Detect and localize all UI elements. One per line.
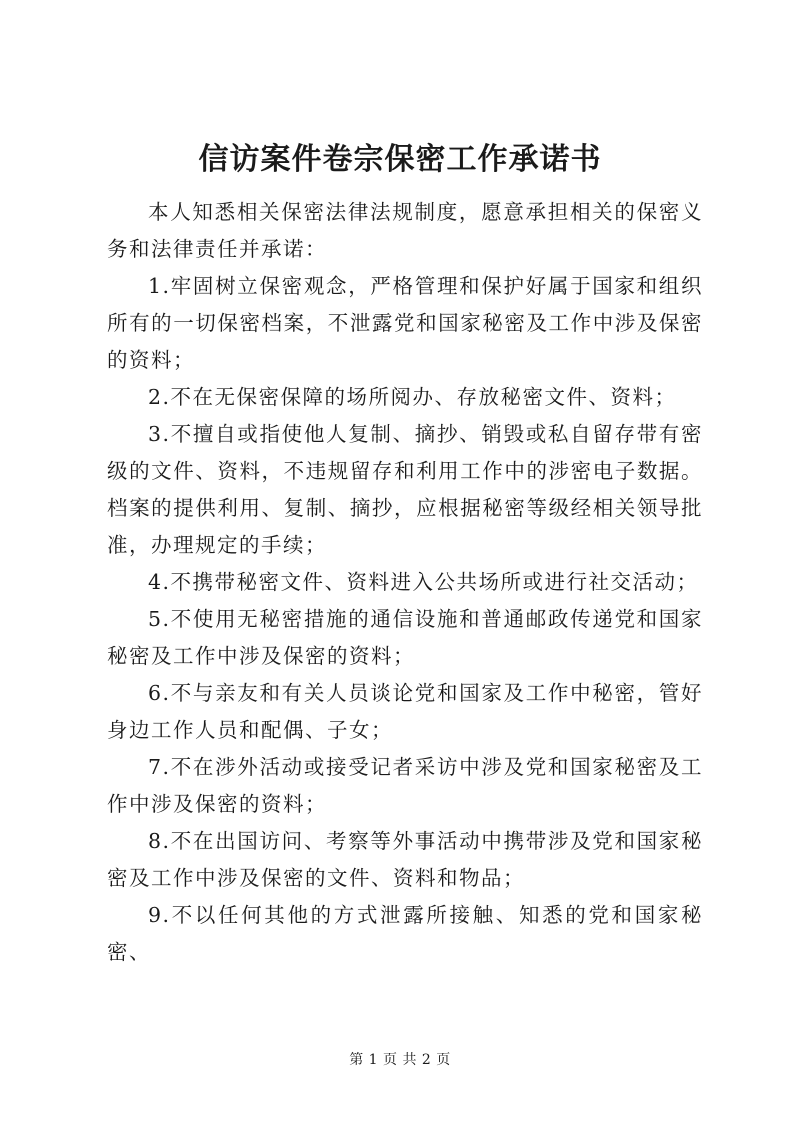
commitment-item-1: 1.牢固树立保密观念，严格管理和保护好属于国家和组织所有的一切保密档案，不泄露党和国家秘密及工作中涉及保密的资料； xyxy=(107,274,703,372)
commitment-item-8: 8.不在出国访问、考察等外事活动中携带涉及党和国家秘密及工作中涉及保密的文件、资料和物品； xyxy=(107,829,703,890)
page-footer xyxy=(0,1050,800,1070)
commitment-item-2: 2.不在无保密保障的场所阅办、存放秘密文件、资料； xyxy=(148,385,677,409)
commitment-item-3: 3.不擅自或指使他人复制、摘抄、销毁或私自留存带有密级的文件、资料，不违规留存和利用工作中的涉密电子数据。档案的提供利用、复制、摘抄，应根据秘密等级经相关领导批准，办理规定的手续； xyxy=(107,422,703,557)
commitment-item-6: 6.不与亲友和有关人员谈论党和国家及工作中秘密，管好身边工作人员和配偶、子女； xyxy=(107,681,703,742)
commitment-item-5: 5.不使用无秘密措施的通信设施和普通邮政传递党和国家秘密及工作中涉及保密的资料； xyxy=(107,607,703,668)
intro-paragraph: 本人知悉相关保密法律法规制度，愿意承担相关的保密义务和法律责任并承诺： xyxy=(107,200,703,261)
document-title: 信访案件卷宗保密工作承诺书 xyxy=(198,142,602,177)
commitment-item-9: 9.不以任何其他的方式泄露所接触、知悉的党和国家秘密、 xyxy=(107,903,703,964)
document-body xyxy=(107,194,703,971)
commitment-item-7: 7.不在涉外活动或接受记者采访中涉及党和国家秘密及工作中涉及保密的资料； xyxy=(107,755,703,816)
commitment-item-4: 4.不携带秘密文件、资料进入公共场所或进行社交活动； xyxy=(148,570,699,594)
page-number-label: 第 1 页 共 2 页 xyxy=(349,1052,451,1068)
